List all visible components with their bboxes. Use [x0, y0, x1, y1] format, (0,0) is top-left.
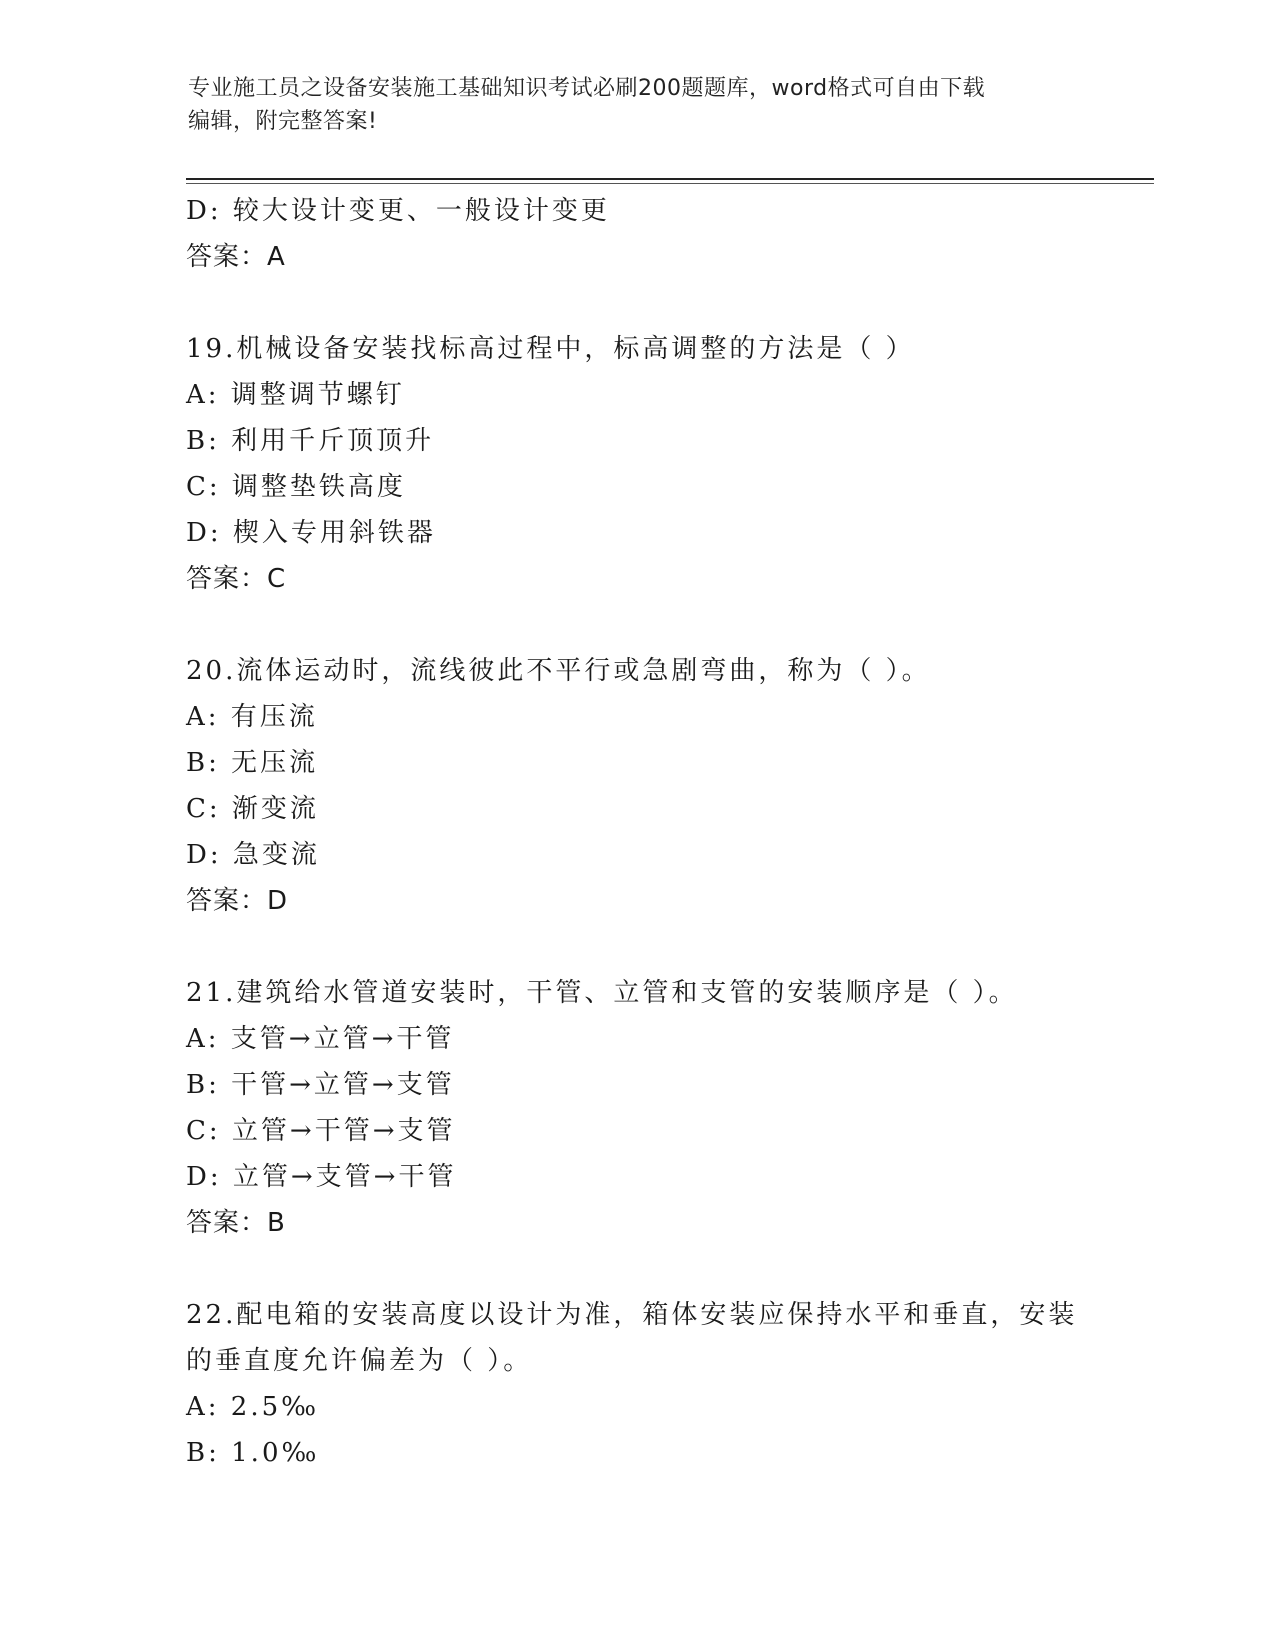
option-c: C: 立管→干管→支管 — [186, 1116, 456, 1146]
spacer — [186, 924, 1126, 970]
question-22 — [186, 1292, 1126, 1476]
option-d: D: 楔入专用斜铁器 — [186, 518, 436, 548]
question-text-line-2: 的垂直度允许偏差为（ ）。 — [186, 1346, 533, 1376]
question-19 — [186, 326, 1126, 602]
option-a: A: 调整调节螺钉 — [186, 380, 405, 410]
answer-line: 答案：B — [186, 1208, 286, 1238]
question-list — [186, 188, 1126, 1476]
option-b: B: 无压流 — [186, 748, 319, 778]
question-18-tail — [186, 188, 1126, 280]
option-a: A: 2.5‰ — [186, 1392, 320, 1422]
header-rule-thick — [186, 178, 1154, 180]
option-c: C: 渐变流 — [186, 794, 319, 824]
option-d: D: 急变流 — [186, 840, 320, 870]
option-d: D: 较大设计变更、一般设计变更 — [186, 196, 610, 226]
option-c: C: 调整垫铁高度 — [186, 472, 406, 502]
question-text-line-1: 22.配电箱的安装高度以设计为准，箱体安装应保持水平和垂直，安装 — [186, 1300, 1078, 1330]
question-21 — [186, 970, 1126, 1246]
answer-line: 答案：D — [186, 886, 289, 916]
option-b: B: 利用千斤顶顶升 — [186, 426, 435, 456]
spacer — [186, 280, 1126, 326]
option-d: D: 立管→支管→干管 — [186, 1162, 457, 1192]
spacer — [186, 602, 1126, 648]
option-a: A: 支管→立管→干管 — [186, 1024, 455, 1054]
header-rule-thin — [186, 183, 1154, 184]
question-text: 21.建筑给水管道安装时，干管、立管和支管的安装顺序是（ ）。 — [186, 978, 1018, 1008]
document-header — [188, 72, 1088, 138]
header-title-line-1: 专业施工员之设备安装施工基础知识考试必刷200题题库，word格式可自由下载 — [188, 76, 986, 101]
answer-line: 答案：C — [186, 564, 287, 594]
answer-line: 答案：A — [186, 242, 286, 272]
option-b: B: 干管→立管→支管 — [186, 1070, 455, 1100]
option-a: A: 有压流 — [186, 702, 318, 732]
question-text: 20.流体运动时，流线彼此不平行或急剧弯曲，称为（ ）。 — [186, 656, 931, 686]
question-20 — [186, 648, 1126, 924]
option-b: B: 1.0‰ — [186, 1438, 320, 1468]
spacer — [186, 1246, 1126, 1292]
header-title-line-2: 编辑，附完整答案! — [188, 109, 378, 134]
question-text: 19.机械设备安装找标高过程中，标高调整的方法是（ ） — [186, 334, 915, 364]
